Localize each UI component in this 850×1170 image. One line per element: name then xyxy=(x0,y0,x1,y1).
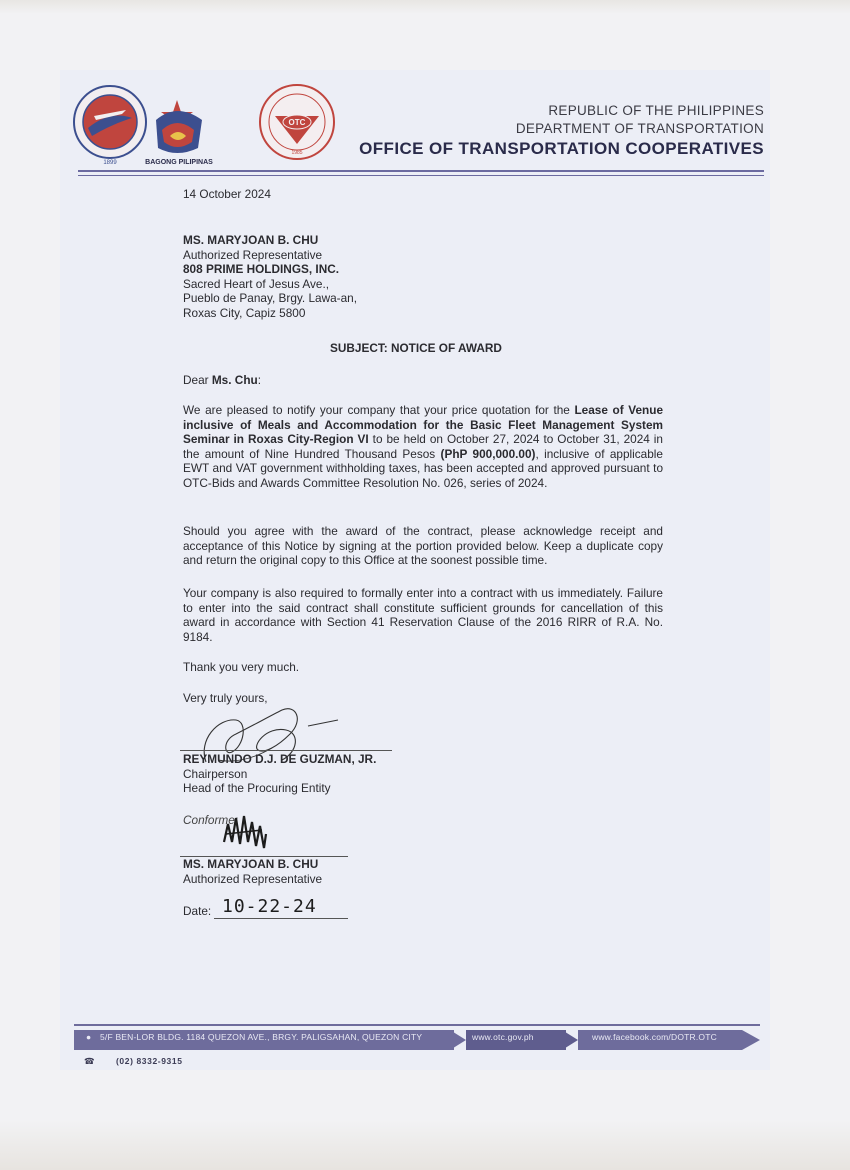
date-line xyxy=(214,918,348,919)
letter-sheet xyxy=(60,70,770,1070)
thanks-line: Thank you very much. xyxy=(183,660,300,674)
closing-line: Very truly yours, xyxy=(183,691,268,705)
paragraph-contract: Your company is also required to formally enter into a contract with us immediately. Failure to enter into the said contract shall constitute sufficient grounds for cancellation of this award in accordance with Section 41 Reservation Clause of the 2016 RIRR of R.A. No. 9184. xyxy=(183,586,663,644)
header-republic: REPUBLIC OF THE PHILIPPINES xyxy=(548,103,764,118)
p1-text-a: We are pleased to notify your company that your price quotation for the xyxy=(183,403,575,417)
otc-seal-icon xyxy=(260,85,334,159)
letter-subject: SUBJECT: NOTICE OF AWARD xyxy=(330,341,502,355)
salutation-name: Ms. Chu xyxy=(211,373,258,387)
header-logos xyxy=(72,80,342,170)
svg-text:OTC: OTC xyxy=(288,118,306,127)
p1-amount: (PhP 900,000.00) xyxy=(440,446,536,461)
conforme-block xyxy=(183,857,322,886)
svg-text:1985: 1985 xyxy=(291,150,303,156)
recipient-title: Authorized Representative xyxy=(183,247,323,262)
recipient-company: 808 PRIME HOLDINGS, INC. xyxy=(183,262,340,277)
recipient-address-1: Sacred Heart of Jesus Ave., xyxy=(183,276,330,291)
footer-address: 5/F BEN-LOR BLDG. 1184 QUEZON AVE., BRGY. PALIGSAHAN, QUEZON CITY xyxy=(100,1032,423,1042)
conforme-name: MS. MARYJOAN B. CHU xyxy=(183,857,319,871)
bagong-pilipinas-logo-icon xyxy=(145,100,213,166)
conforme-title: Authorized Representative xyxy=(183,871,323,886)
paragraph-acknowledge: Should you agree with the award of the contract, please acknowledge receipt and acceptance of this Notice by signing at the portion provided below. Keep a duplicate copy and return the original copy to this Office at the soonest possible time. xyxy=(183,524,663,568)
recipient-address-3: Roxas City, Capiz 5800 xyxy=(183,305,306,320)
header-rule-thin xyxy=(78,175,764,176)
letter-date: 14 October 2024 xyxy=(183,187,271,201)
signer-title: Chairperson xyxy=(183,766,248,781)
recipient-name: MS. MARYJOAN B. CHU xyxy=(183,233,319,247)
date-handwritten: 10-22-24 xyxy=(222,896,317,917)
signature-line-chairperson xyxy=(180,750,392,751)
phone-icon: ☎ xyxy=(84,1056,96,1066)
svg-text:1899: 1899 xyxy=(103,160,117,166)
salutation-suffix: : xyxy=(257,373,262,387)
paragraph-award xyxy=(183,403,663,491)
salutation xyxy=(183,373,261,388)
signer-block xyxy=(183,752,376,796)
conforme-label: Conforme: xyxy=(183,813,239,827)
recipient-address-2: Pueblo de Panay, Brgy. Lawa-an, xyxy=(183,291,358,306)
signature-conforme-icon xyxy=(222,812,272,856)
header-rule xyxy=(78,170,764,172)
date-label: Date: xyxy=(183,904,212,918)
footer-location-icon: ● xyxy=(86,1032,92,1042)
p1-text-c: to be held on October 27, 2024 to October 31, 2024 in the amount of Nine Hundred Thousand Pesos xyxy=(183,432,663,461)
signer-role: Head of the Procuring Entity xyxy=(183,781,331,796)
header-department: DEPARTMENT OF TRANSPORTATION xyxy=(515,121,764,136)
footer-website[interactable]: www.otc.gov.ph xyxy=(472,1032,534,1042)
signer-name: REYMUNDO D.J. DE GUZMAN, JR. xyxy=(183,752,377,766)
salutation-prefix: Dear xyxy=(183,373,212,387)
footer-facebook[interactable]: www.facebook.com/DOTR.OTC xyxy=(592,1032,717,1042)
dotr-seal-icon xyxy=(74,86,146,166)
recipient-block xyxy=(183,233,357,321)
svg-text:BAGONG PILIPINAS: BAGONG PILIPINAS xyxy=(145,159,213,166)
p1-text-e: , inclusive of applicable EWT and VAT government withholding taxes, has been accepted and approved pursuant to OTC-Bids and Awards Committee Resolution No. 026, series of 2024. xyxy=(183,446,663,490)
footer-phone: (02) 8332-9315 xyxy=(116,1056,183,1066)
p1-project-title: Lease of Venue inclusive of Meals and Accommodation for the Basic Fleet Management System Seminar in Roxas City-Region VI xyxy=(183,403,664,447)
header-office-name: OFFICE OF TRANSPORTATION COOPERATIVES xyxy=(359,139,764,158)
